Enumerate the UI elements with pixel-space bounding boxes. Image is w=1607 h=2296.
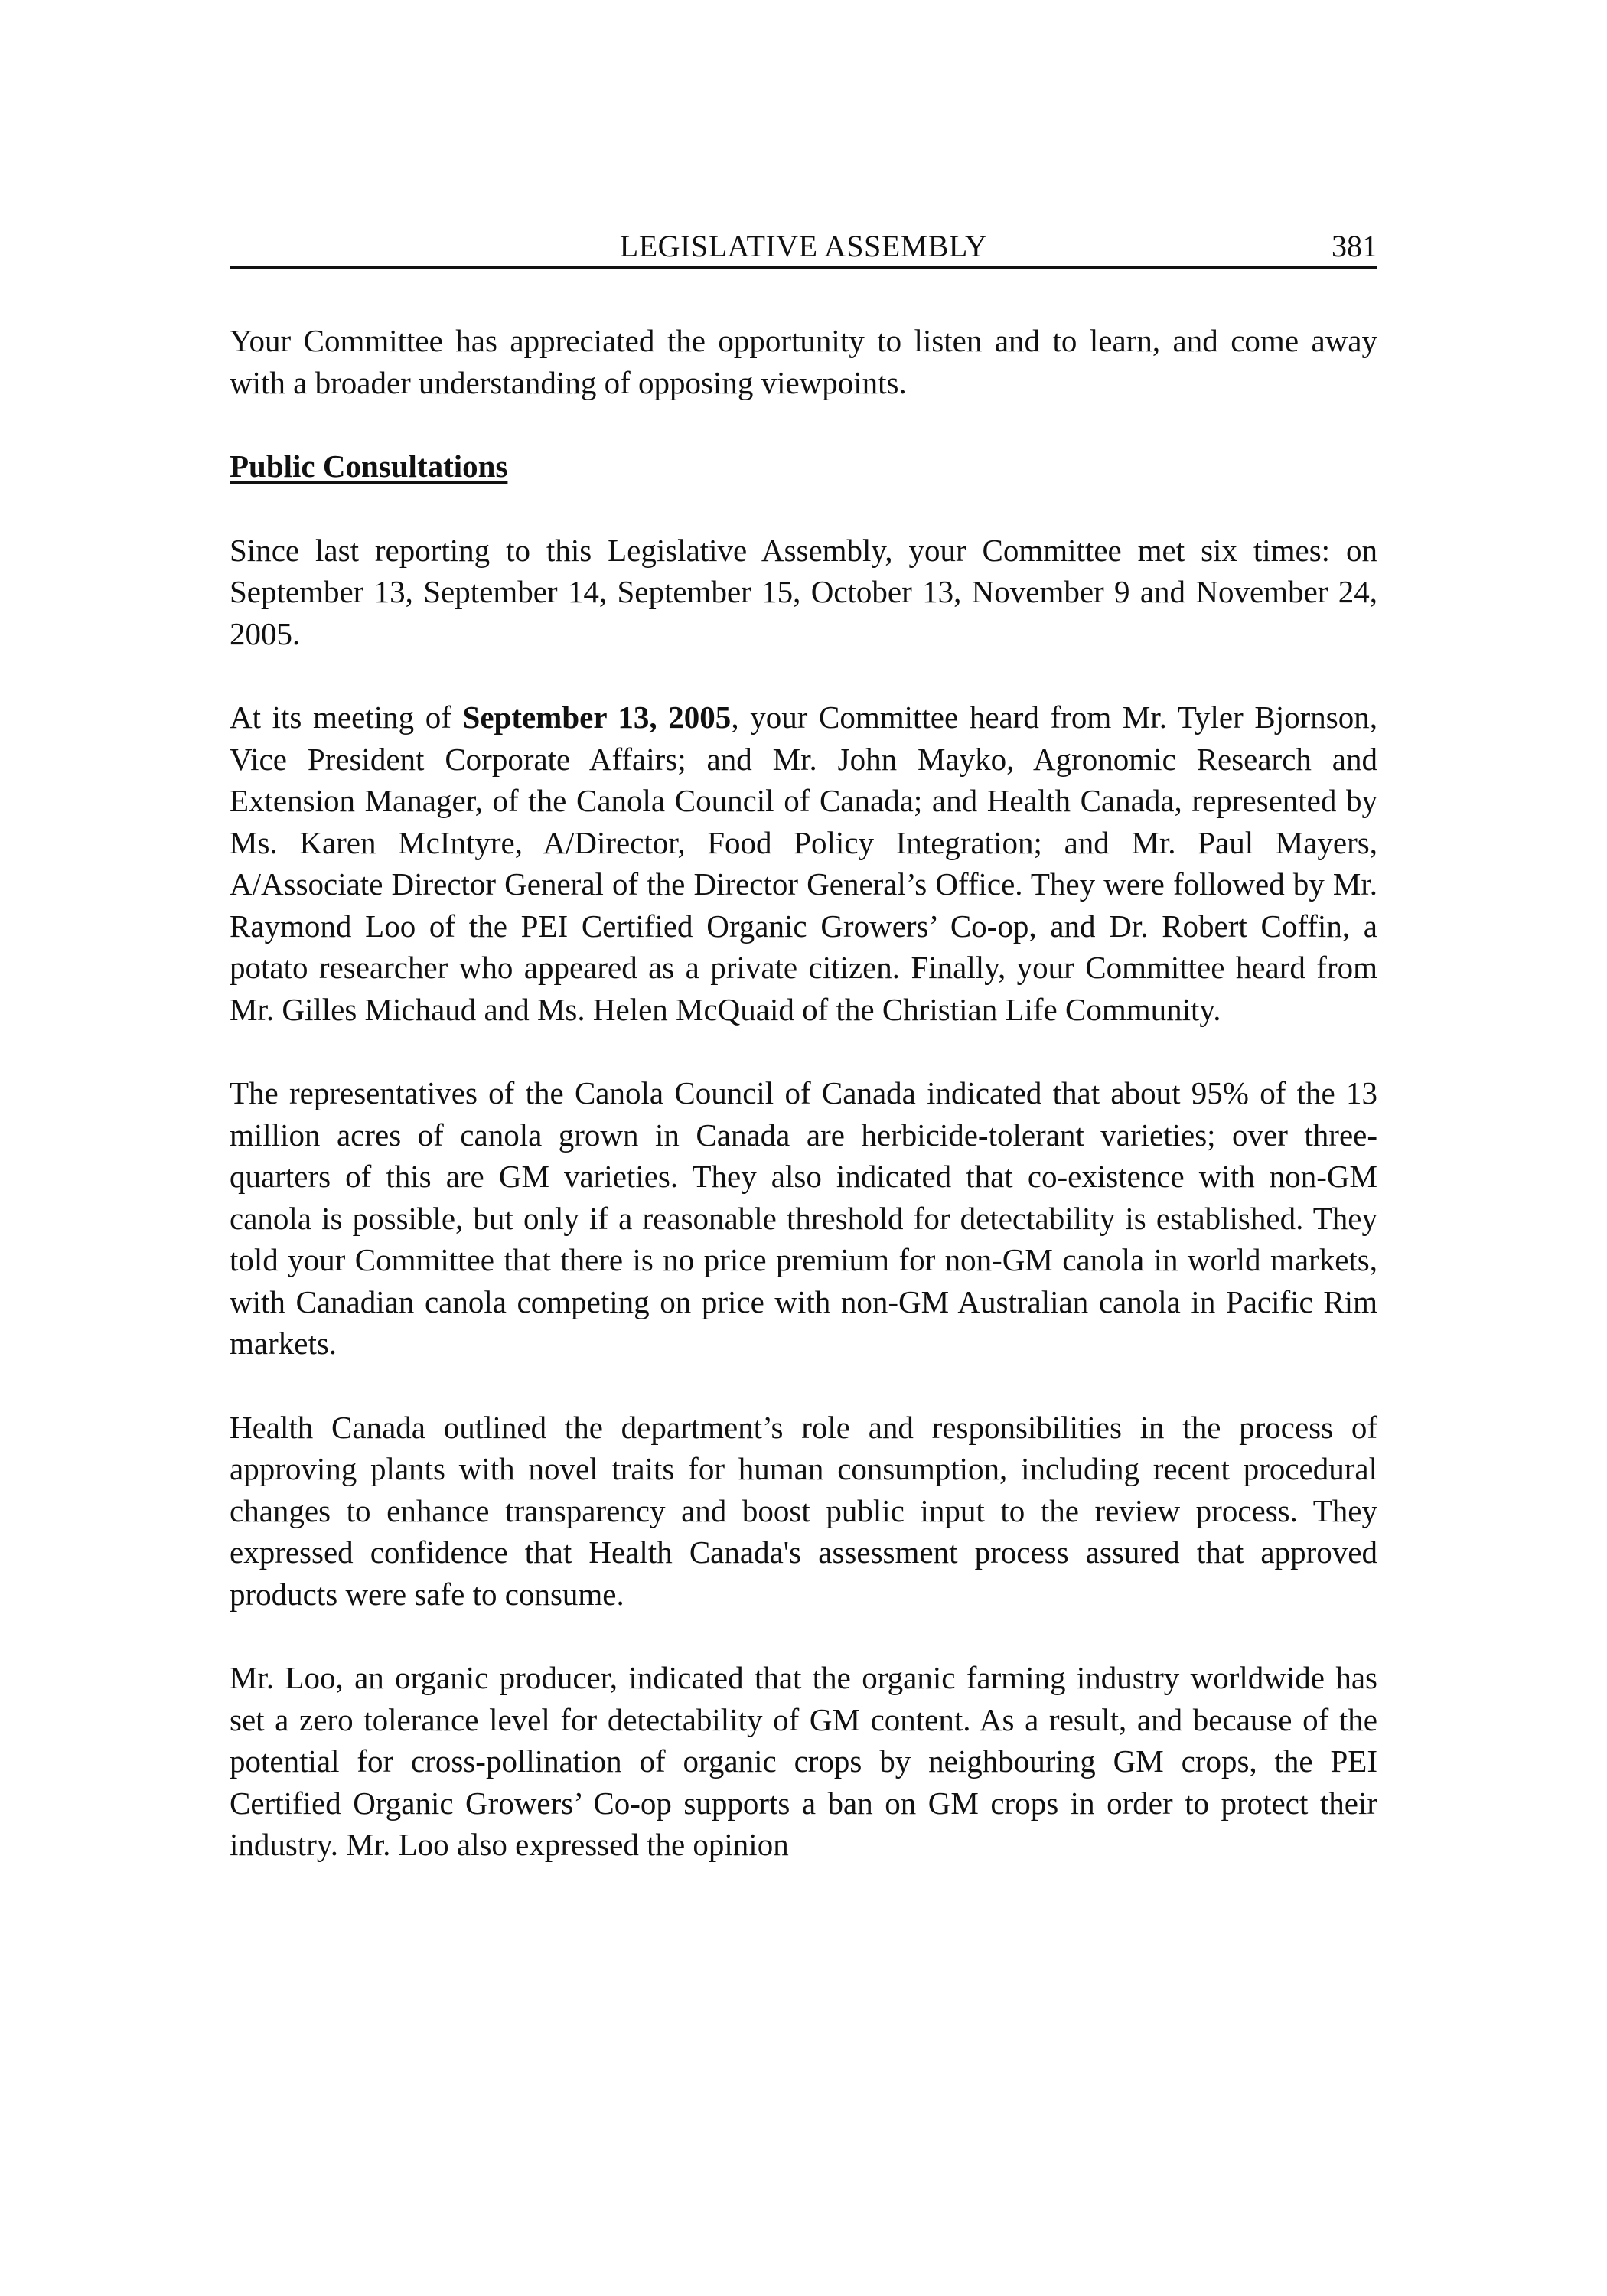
sept13-lead-text: At its meeting of xyxy=(230,700,463,735)
body-text xyxy=(230,320,1377,1866)
paragraph-intro: Your Committee has appreciated the opportunity to listen and to learn, and come away with a broader understanding of opposing viewpoints. xyxy=(230,323,1377,400)
paragraph-september-13 xyxy=(230,696,1377,1030)
paragraph-meetings: Since last reporting to this Legislative Assembly, your Committee met six times: on September 13, September 14, September 15, October 13, November 9 and November 24, 2005. xyxy=(230,532,1377,651)
sept13-body-text: , your Committee heard from Mr. Tyler Bjornson, Vice President Corporate Affairs; and Mr. John Mayko, Agronomic Research and Extension Manager, of the Canola Council of Canada; and Health Canada, represented by Ms. Karen McIntyre, A/Director, Food Policy Integration; and Mr. Paul Mayers, A/Associate Director General of the Director General’s Office. They were followed by Mr. Raymond Loo of the PEI Certified Organic Growers’ Co-op, and Dr. Robert Coffin, a potato researcher who appeared as a private citizen. Finally, your Committee heard from Mr. Gilles Michaud and Ms. Helen McQuaid of the Christian Life Community. xyxy=(230,700,1377,1027)
paragraph-mr-loo: Mr. Loo, an organic producer, indicated that the organic farming industry worldwide has set a zero tolerance level for detectability of GM content. As a result, and because of the potential for cross-pollination of organic crops by neighbouring GM crops, the PEI Certified Organic Growers’ Co-op supports a ban on GM crops in order to protect their industry. Mr. Loo also expressed the opinion xyxy=(230,1660,1377,1862)
sept13-meeting-date: September 13, 2005 xyxy=(462,700,732,735)
section-heading: Public Consultations xyxy=(230,448,508,484)
paragraph-health-canada: Health Canada outlined the department’s role and responsibilities in the process of approving plants with novel traits for human consumption, including recent procedural changes to enhance transparency and boost public input to the review process. They expressed confidence that Health Canada's assessment process assured that approved products were safe to consume. xyxy=(230,1409,1377,1612)
paragraph-canola-council: The representatives of the Canola Council of Canada indicated that about 95% of the 13 million acres of canola grown in Canada are herbicide-tolerant varieties; over three-quarters of this are GM varieties. They also indicated that co-existence with non-GM canola is possible, but only if a reasonable threshold for detectability is established. They told your Committee that there is no price premium for non-GM canola in world markets, with Canadian canola competing on price with non-GM Australian canola in Pacific Rim markets. xyxy=(230,1075,1377,1361)
document-page xyxy=(230,227,1377,1908)
header-title: LEGISLATIVE ASSEMBLY xyxy=(619,229,988,263)
running-header xyxy=(230,227,1377,269)
page-number: 381 xyxy=(1332,229,1377,263)
